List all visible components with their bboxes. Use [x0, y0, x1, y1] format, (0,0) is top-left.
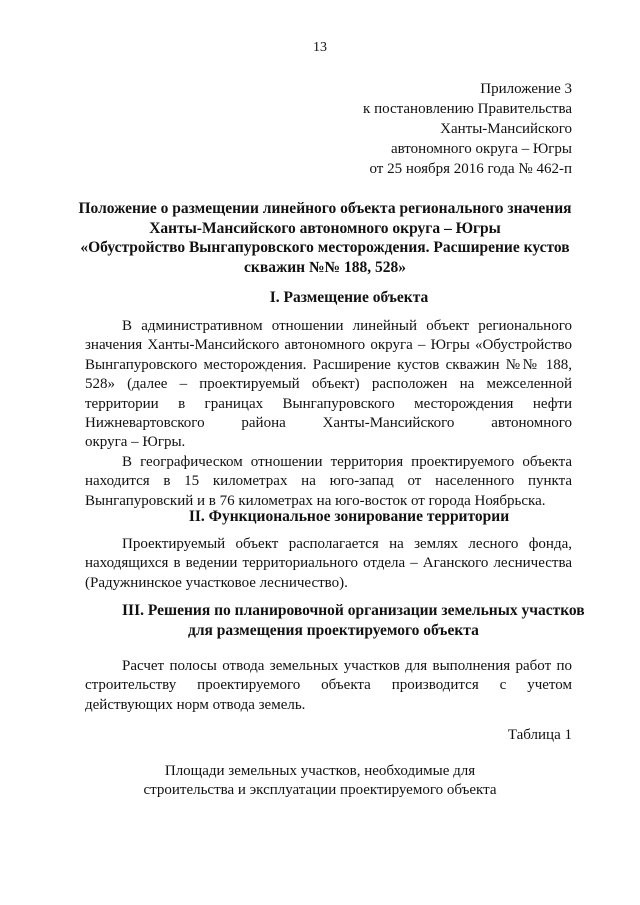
section-3-heading-line-1: III. Решения по планировочной организации земельных участков [122, 602, 585, 619]
table-caption [0, 762, 640, 801]
paragraph-line: находящихся в ведении территориального отдела – Аганского лесничества [85, 555, 572, 572]
paragraph-line: действующих норм отвода земель. [85, 696, 306, 713]
title-line: скважин №№ 188, 528» [244, 258, 406, 276]
appendix-line: к постановлению Правительства [363, 101, 572, 117]
section-1-paragraph-2 [85, 453, 572, 511]
paragraph-line: Расчет полосы отвода земельных участков для выполнения работ по [122, 658, 572, 674]
title-line: Ханты-Мансийского автономного округа – Югры [149, 219, 501, 237]
appendix-line: от 25 ноября 2016 года № 462-п [369, 161, 572, 177]
paragraph-line: значения Ханты-Мансийского автономного округа – Югры «Обустройство [85, 337, 572, 354]
paragraph-line: территории в границах Вынгапуровского месторождения нефти [85, 395, 572, 412]
paragraph-line: (Радужнинское участковое лесничество). [85, 574, 348, 591]
paragraph-line: В административном отношении линейный объект регионального [122, 318, 572, 334]
paragraph-line: 528» (далее – проектируемый объект) расположен на межселенной [85, 376, 572, 393]
paragraph-line: округа – Югры. [85, 434, 186, 451]
appendix-line: Ханты-Мансийского [440, 121, 572, 137]
section-3-heading-line-2: для размещения проектируемого объекта [188, 622, 479, 639]
paragraph-line: находится в 15 километрах на юго-запад от населенного пункта [85, 473, 572, 490]
caption-line: Площади земельных участков, необходимые для [164, 763, 476, 779]
paragraph-line: В географическом отношении территория проектируемого объекта [122, 454, 572, 470]
section-2-heading: II. Функциональное зонирование территории [188, 508, 510, 525]
section-1-paragraph-1 [85, 317, 572, 453]
page-number: 13 [313, 40, 327, 55]
title-line: Положение о размещении линейного объекта регионального значения [78, 200, 572, 217]
document-title [60, 199, 590, 277]
table-label: Таблица 1 [507, 727, 572, 743]
appendix-reference [363, 79, 572, 179]
title-line: «Обустройство Вынгапуровского месторождения. Расширение кустов [80, 239, 570, 256]
paragraph-line: Вынгапуровского месторождения. Расширение кустов скважин №№ 188, [85, 356, 572, 373]
appendix-line: автономного округа – Югры [390, 141, 572, 157]
paragraph-line: Вынгапуровский и в 76 километрах на юго-восток от города Ноябрьска. [85, 492, 546, 509]
caption-line: строительства и эксплуатации проектируемого объекта [143, 782, 497, 799]
section-1-heading: I. Размещение объекта [269, 289, 429, 306]
section-3-paragraph-1 [85, 657, 572, 715]
paragraph-line: Проектируемый объект располагается на землях лесного фонда, [122, 536, 572, 552]
appendix-line: Приложение 3 [480, 81, 572, 97]
section-2-paragraph-1 [85, 535, 572, 593]
paragraph-line: строительству проектируемого объекта производится с учетом [85, 677, 572, 694]
paragraph-line: Нижневартовского района Ханты-Мансийского автономного [85, 415, 572, 432]
